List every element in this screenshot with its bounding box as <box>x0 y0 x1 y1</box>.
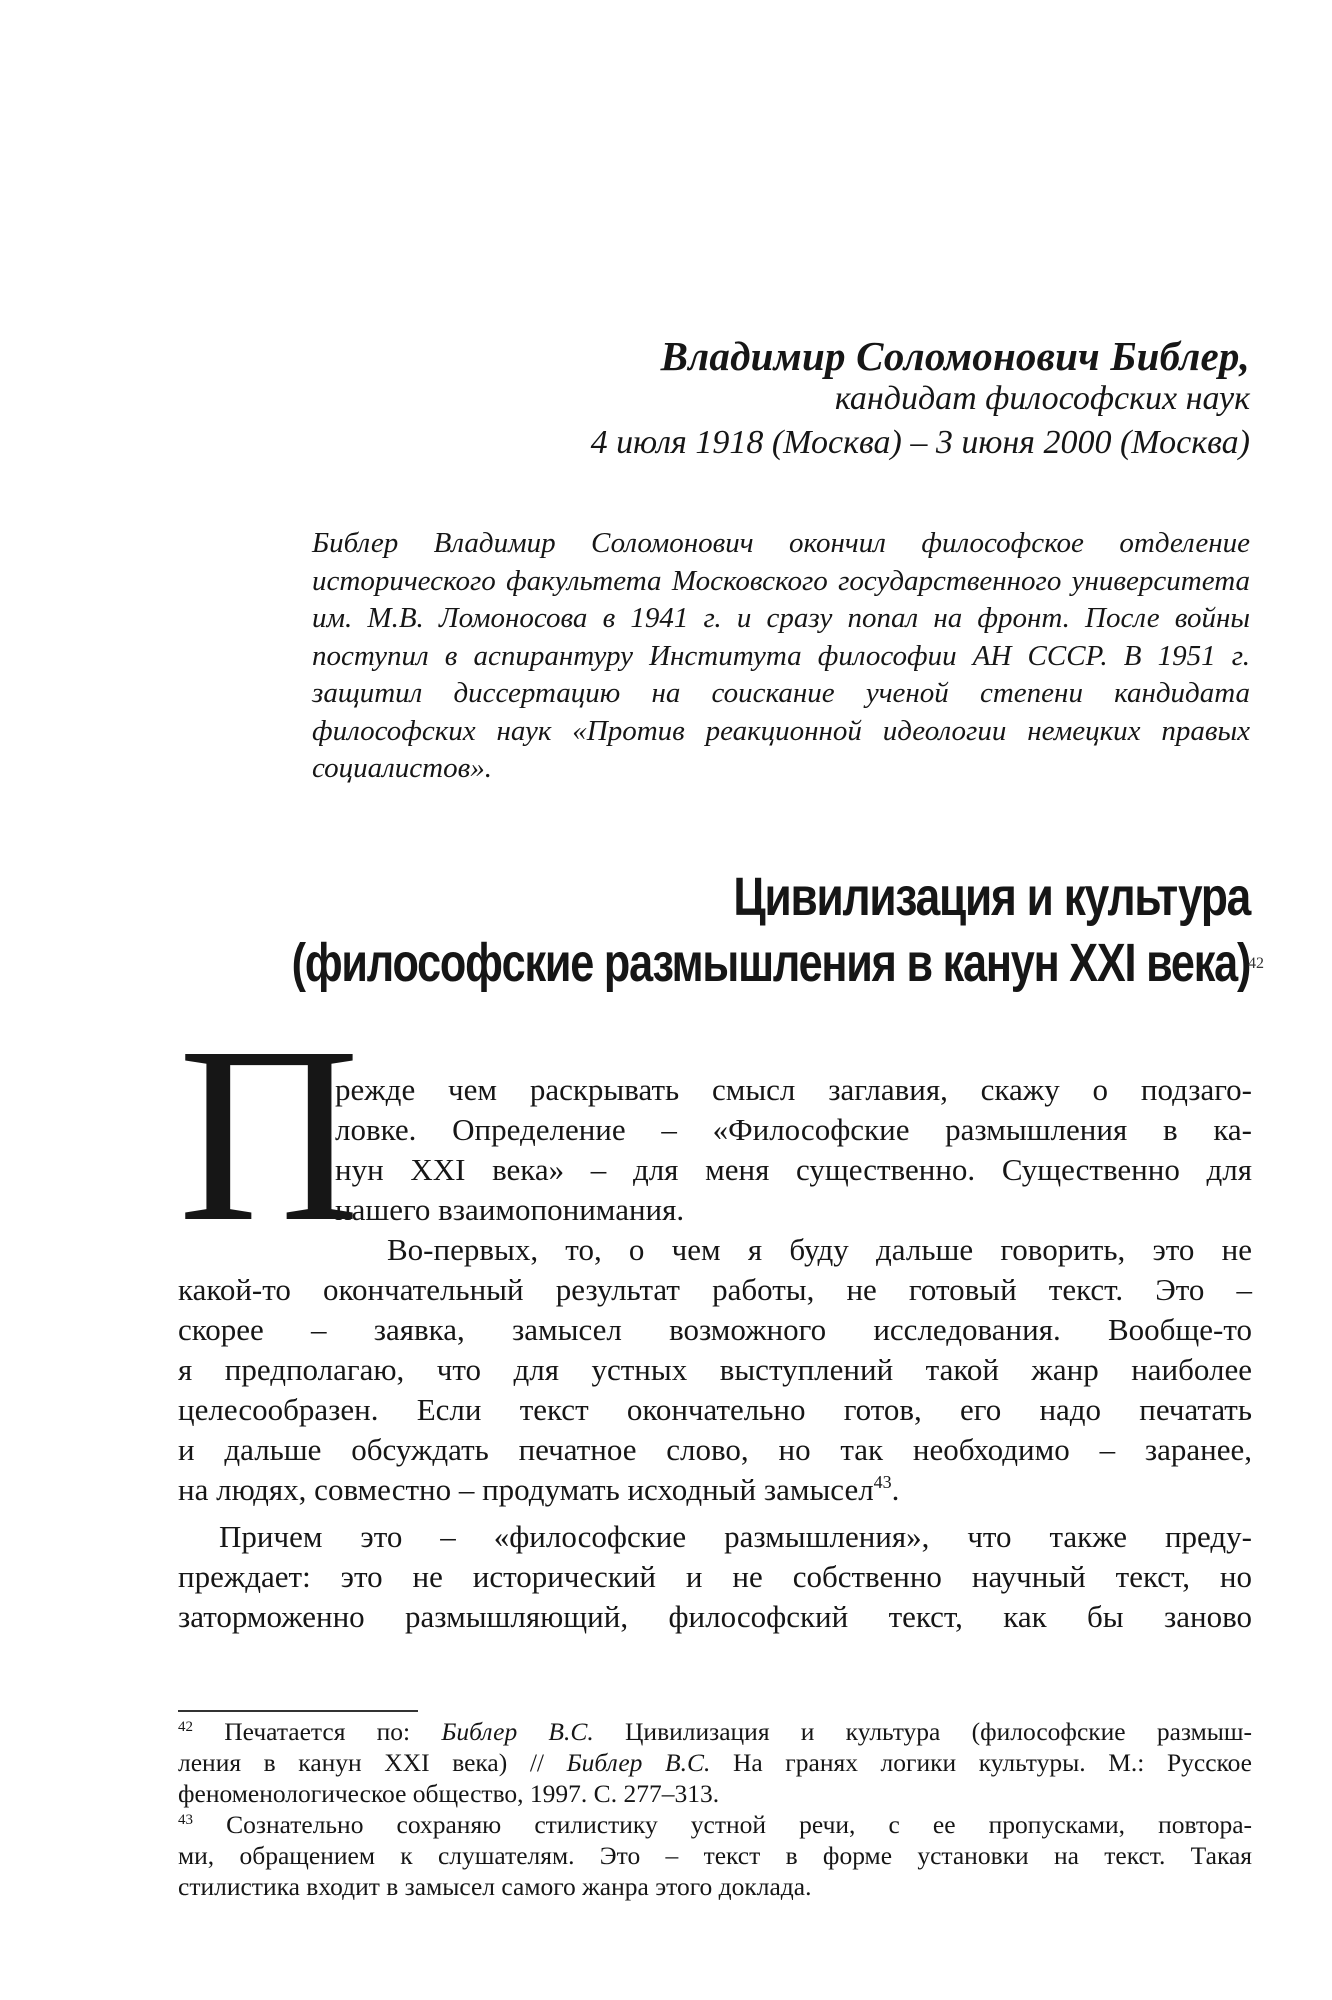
body-line: заторможенно размышляющий, философский текст, как бы заново <box>178 1599 1252 1634</box>
body-line: Во-первых, то, о чем я буду дальше говорить, это не <box>387 1232 1252 1267</box>
drop-cap: П <box>178 994 360 1274</box>
footnote-42-line <box>178 1716 1252 1747</box>
body-line-end: . <box>891 1472 900 1507</box>
footnote-author: Библер В.С. <box>566 1748 711 1777</box>
footnote-ref-43[interactable]: 43 <box>873 1472 892 1492</box>
author-biography: Библер Владимир Соломонович окончил философское отделение исторического факультета Московского государственного университета им. М.В. Ломоносова в 1941 г. и сразу попал на фронт. После войны поступил в аспирантуру Института философии АН СССР. В 1951 г. защитил диссертацию на соискание ученой степени кандидата философских наук «Против реакционной идеологии немецких правых социалистов». <box>312 527 1250 784</box>
body-line <box>178 1470 1252 1510</box>
footnote-42-line <box>178 1747 1252 1778</box>
footnote-43-line <box>178 1809 1252 1840</box>
body-line: я предполагаю, что для устных выступлений такой жанр наиболее <box>178 1352 1252 1387</box>
body-line: скорее – заявка, замысел возможного исследования. Вообще-то <box>178 1312 1252 1347</box>
body-line: режде чем раскрывать смысл заглавия, скажу о подзаго- <box>335 1072 1252 1107</box>
author-dates: 4 июля 1918 (Москва) – 3 июня 2000 (Москва) <box>590 424 1250 461</box>
body-line: и дальше обсуждать печатное слово, но так необходимо – заранее, <box>178 1432 1252 1467</box>
footnote-text: Печатается по: <box>224 1717 442 1746</box>
body-line: какой-то окончательный результат работы, не готовый текст. Это – <box>178 1272 1252 1307</box>
footnote-text: На гранях логики культуры. М.: Русское <box>710 1748 1253 1777</box>
body-line: нашего взаимопонимания. <box>335 1192 685 1227</box>
footnote-divider <box>178 1710 418 1712</box>
footnote-number: 42 <box>178 1719 193 1735</box>
footnote-text: Сознательно сохраняю стилистику устной речи, с ее пропусками, повтора- <box>226 1810 1253 1839</box>
author-degree: кандидат философских наук <box>834 380 1250 417</box>
article-subtitle: (философские размышления в канун XXI века) <box>291 933 1250 993</box>
footnote-text: Цивилизация и культура (философские размыш- <box>593 1717 1253 1746</box>
body-line: нун XXI века» – для меня существенно. Существенно для <box>335 1152 1252 1187</box>
body-line: ловке. Определение – «Философские размышления в ка- <box>335 1112 1252 1147</box>
author-name: Владимир Соломонович Библер, <box>660 333 1250 379</box>
footnote-text: ления в канун XXI века) // <box>178 1748 567 1777</box>
title-footnote-ref[interactable]: 42 <box>1248 955 1264 972</box>
body-line: Причем это – «философские размышления», что также преду- <box>219 1519 1252 1554</box>
body-line-text: на людях, совместно – продумать исходный замысел <box>178 1472 874 1507</box>
body-line: преждает: это не исторический и не собственно научный текст, но <box>178 1559 1252 1594</box>
body-line: целесообразен. Если текст окончательно готов, его надо печатать <box>178 1392 1252 1427</box>
footnote-author: Библер В.С. <box>441 1717 594 1746</box>
footnote-43-line: стилистика входит в замысел самого жанра этого доклада. <box>178 1872 812 1901</box>
footnote-number: 43 <box>178 1812 193 1828</box>
article-title: Цивилизация и культура <box>733 867 1250 927</box>
footnote-42-line: феноменологическое общество, 1997. С. 277–313. <box>178 1779 720 1808</box>
footnote-43-line: ми, обращением к слушателям. Это – текст в форме установки на текст. Такая <box>178 1841 1252 1870</box>
